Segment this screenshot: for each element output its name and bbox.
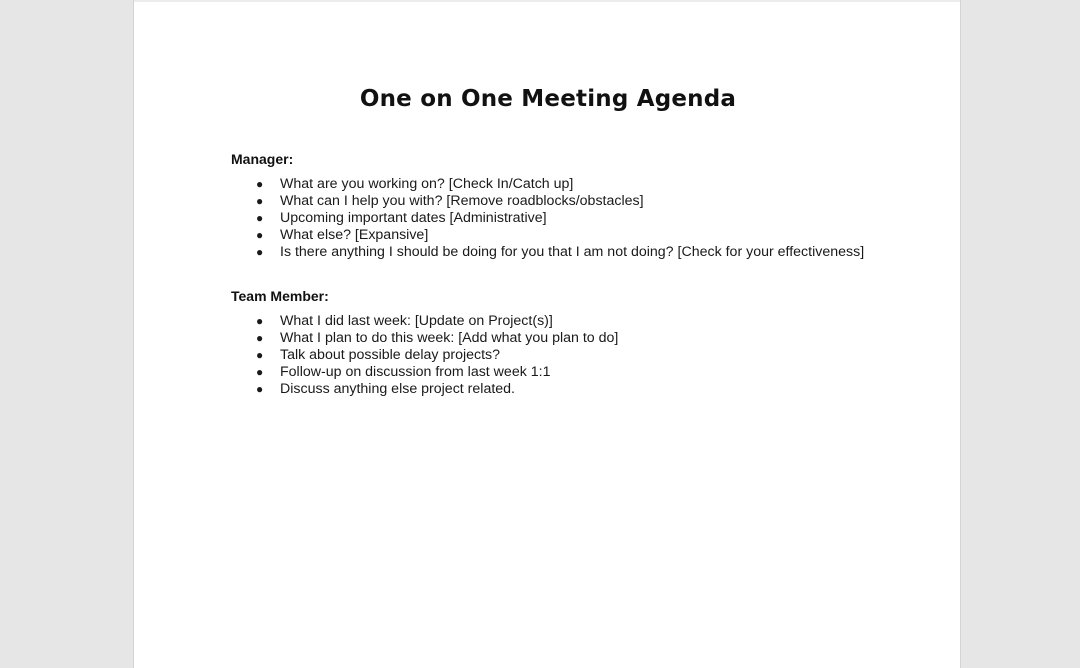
document-title: One on One Meeting Agenda	[359, 86, 737, 112]
list-item-text: Follow-up on discussion from last week 1:1	[280, 364, 551, 380]
page-top-edge	[134, 0, 960, 2]
bullet-icon: ●	[256, 348, 264, 362]
list-item-text: Talk about possible delay projects?	[280, 347, 501, 363]
list-item-text: Discuss anything else project related.	[280, 381, 516, 397]
team-member-section	[231, 288, 931, 398]
list-item	[231, 193, 931, 210]
list-item	[231, 176, 931, 193]
list-item-text: What are you working on? [Check In/Catch up]	[280, 176, 574, 192]
list-item-text: What else? [Expansive]	[280, 227, 429, 243]
bullet-icon: ●	[256, 365, 264, 379]
bullet-icon: ●	[256, 382, 264, 396]
team-member-heading: Team Member:	[231, 288, 329, 304]
list-item	[231, 313, 931, 330]
list-item-text: Is there anything I should be doing for you that I am not doing? [Check for your effectiveness]	[280, 244, 865, 260]
manager-section	[231, 151, 931, 261]
bullet-icon: ●	[256, 331, 264, 345]
manager-heading: Manager:	[231, 151, 294, 167]
list-item	[231, 330, 931, 347]
bullet-icon: ●	[256, 228, 264, 242]
list-item	[231, 244, 931, 261]
bullet-icon: ●	[256, 177, 264, 191]
list-item	[231, 210, 931, 227]
list-item-text: What I plan to do this week: [Add what you plan to do]	[280, 330, 619, 346]
list-item-text: What I did last week: [Update on Project(s)]	[280, 313, 553, 329]
list-item	[231, 381, 931, 398]
bullet-icon: ●	[256, 211, 264, 225]
list-item	[231, 364, 931, 381]
list-item	[231, 347, 931, 364]
manager-bullet-list	[231, 176, 931, 261]
bullet-icon: ●	[256, 314, 264, 328]
document-page[interactable]	[133, 0, 961, 668]
bullet-icon: ●	[256, 245, 264, 259]
list-item-text: What can I help you with? [Remove roadblocks/obstacles]	[280, 193, 644, 209]
bullet-icon: ●	[256, 194, 264, 208]
list-item	[231, 227, 931, 244]
list-item-text: Upcoming important dates [Administrative]	[280, 210, 547, 226]
team-member-bullet-list	[231, 313, 931, 398]
